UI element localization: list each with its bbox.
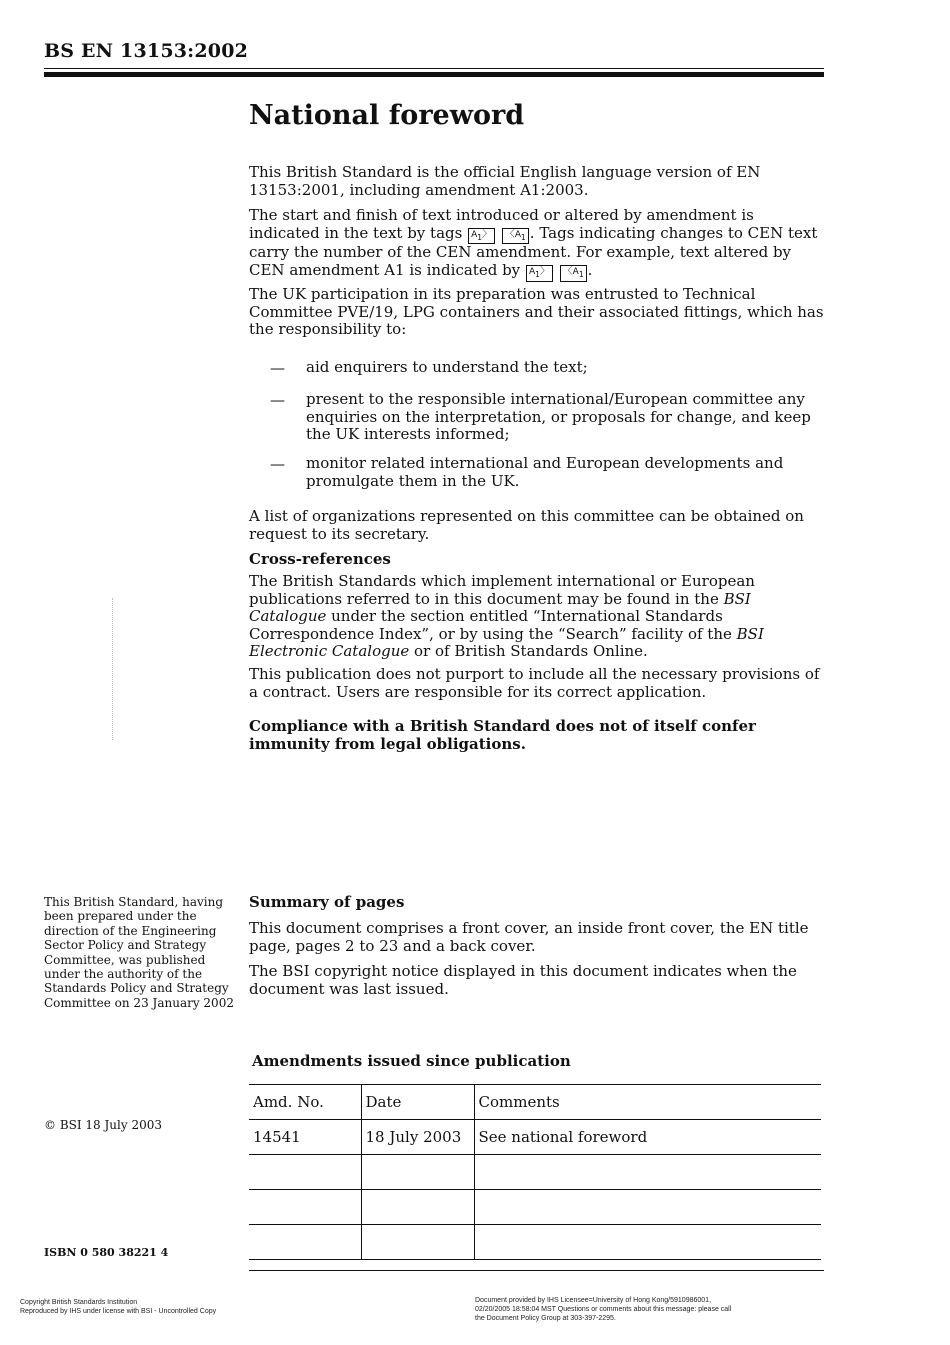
watermark-dots (112, 598, 114, 740)
table-cell (249, 1190, 361, 1225)
amendments-heading: Amendments issued since publication (252, 1052, 571, 1070)
table-row (249, 1120, 821, 1155)
contract-paragraph: This publication does not purport to include all the necessary provisions of a contract. Users are responsible for its correct application. (249, 665, 820, 701)
table-cell (249, 1225, 361, 1260)
header-rule-thick (44, 72, 824, 77)
list-item: present to the responsible international/European committee any enquiries on the interpretation, or proposals for change, and keep the UK interests informed; (306, 390, 811, 444)
amendment-start-tag-icon: $A_1$ 〉 (526, 265, 553, 282)
footer-right: Document provided by IHS Licensee=University of Hong Kong/5910986001, 02/20/2005 18:58:04 MST Questions or comments about this message: please call the Document Policy Group at 303-397-2295. (475, 1297, 732, 1322)
summary-paragraph-1: This document comprises a front cover, an inside front cover, the EN title page, pages 2 to 23 and a back cover. (249, 919, 809, 955)
compliance-statement: Compliance with a British Standard does not of itself confer immunity from legal obligations. (249, 717, 756, 753)
publication-note: This British Standard, having been prepared under the direction of the Engineering Sector Policy and Strategy Committee, was published under the authority of the Standards Policy and Strategy Committee on 23 January 2002 (44, 895, 234, 1010)
footer-rule (249, 1270, 824, 1271)
header-rule-thin (44, 68, 824, 69)
intro-paragraph-2: The start and finish of text introduced or altered by amendment is indicated in the text by tags $A_1$ 〉 〈 $A_1$ . Tags indicating changes to CEN text carry the number of the CEN amendment. For example, text altered by CEN amendment A1 is indicated by $A_1$ 〉 〈 $A_1$ . (249, 207, 824, 282)
copyright-notice: © BSI 18 July 2003 (44, 1118, 163, 1132)
table-cell: See national foreword (474, 1120, 821, 1155)
amendment-end-tag-icon: 〈 $A_1$ (502, 228, 529, 245)
amendment-end-tag-icon: 〈 $A_1$ (560, 265, 587, 282)
summary-heading: Summary of pages (249, 893, 405, 911)
cross-references-paragraph: The British Standards which implement international or European publications referred to in this document may be found in the BSI Catalogue under the section entitled “International Standards Correspondence Index”, or by using the “Search” facility of the BSI Electronic Catalogue or of British Standards Online. (249, 572, 764, 661)
table-header-row (249, 1085, 821, 1120)
table-row (249, 1155, 821, 1190)
table-cell (361, 1155, 474, 1190)
cross-references-heading: Cross-references (249, 550, 391, 568)
summary-paragraph-2: The BSI copyright notice displayed in this document indicates when the document was last issued. (249, 962, 797, 998)
page-title: National foreword (249, 100, 525, 131)
list-item: monitor related international and European developments and promulgate them in the UK. (306, 454, 784, 490)
table-cell (249, 1155, 361, 1190)
isbn: ISBN 0 580 38221 4 (44, 1246, 169, 1259)
document-number: BS EN 13153:2002 (44, 40, 249, 62)
list-item: aid enquirers to understand the text; (306, 358, 588, 376)
table-cell: 18 July 2003 (361, 1120, 474, 1155)
footer-left: Copyright British Standards Institution Reproduced by IHS under license with BSI - Uncontrolled Copy (20, 1299, 217, 1315)
table-row (249, 1225, 821, 1260)
table-cell (361, 1190, 474, 1225)
column-header: Comments (474, 1085, 821, 1120)
list-dash: — (270, 391, 285, 409)
intro-paragraph-1: This British Standard is the official English language version of EN 13153:2001, including amendment A1:2003. (249, 163, 761, 199)
list-dash: — (270, 455, 285, 473)
column-header: Amd. No. (249, 1085, 361, 1120)
table-cell (474, 1155, 821, 1190)
amendment-start-tag-icon: $A_1$ 〉 (468, 228, 495, 245)
table-cell (361, 1225, 474, 1260)
amendments-table (249, 1084, 821, 1260)
table-cell: 14541 (249, 1120, 361, 1155)
list-dash: — (270, 359, 285, 377)
table-cell (474, 1225, 821, 1260)
intro-paragraph-3: The UK participation in its preparation was entrusted to Technical Committee PVE/19, LPG containers and their associated fittings, which has the responsibility to: (249, 285, 824, 339)
column-header: Date (361, 1085, 474, 1120)
committee-list-paragraph: A list of organizations represented on this committee can be obtained on request to its secretary. (249, 507, 804, 543)
table-cell (474, 1190, 821, 1225)
table-row (249, 1190, 821, 1225)
